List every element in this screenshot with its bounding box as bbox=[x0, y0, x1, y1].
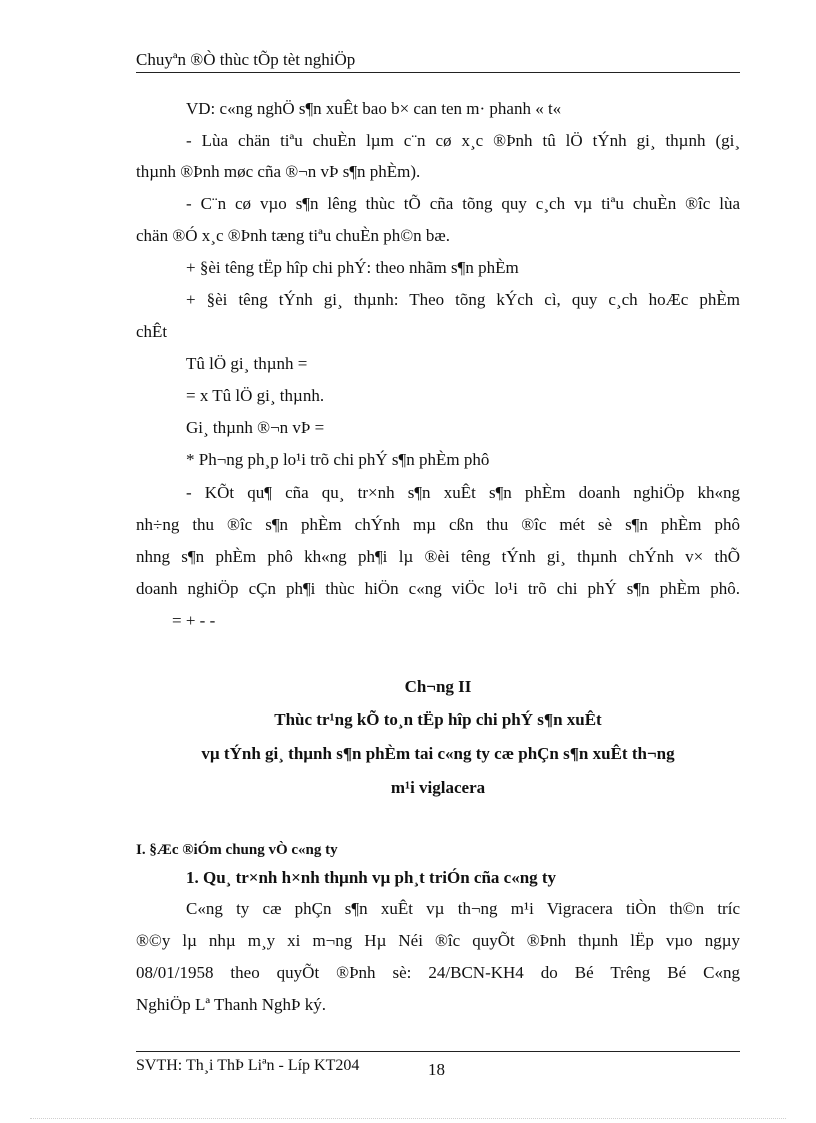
body-line: ®©y lµ nhµ m¸y xi m¬ng Hµ Néi ®îc quyÕt ®Þnh thµnh lËp vµo ngµy bbox=[136, 931, 740, 950]
body-line: doanh nghiÖp cÇn ph¶i thùc hiÖn c«ng viÖc lo¹i trõ chi phÝ s¶n phÈm phô. bbox=[136, 579, 740, 598]
body-line: - C¨n cø vµo s¶n lêng thùc tÕ cña tõng quy c¸ch vµ tiªu chuÈn ®îc lùa bbox=[186, 194, 740, 213]
body-line: chÊt bbox=[136, 322, 168, 341]
chapter-title: vµ tÝnh gi¸ thµnh s¶n phÈm tai c«ng ty cæ phÇn s¶n xuÊt th¬ng bbox=[201, 744, 675, 763]
subsection-heading: 1. Qu¸ tr×nh h×nh thµnh vµ ph¸t triÓn cña c«ng ty bbox=[186, 868, 557, 887]
formula-line: Tû lÖ gi¸ thµnh = bbox=[186, 354, 308, 373]
chapter-number: Ch¬ng II bbox=[404, 677, 472, 696]
body-line: thµnh ®Þnh møc cña ®¬n vÞ s¶n phÈm). bbox=[136, 162, 421, 181]
body-line: VD: c«ng nghÖ s¶n xuÊt bao b× can ten m· phanh « t« bbox=[186, 99, 562, 118]
body-line: nhng s¶n phÈm phô kh«ng ph¶i lµ ®èi têng tÝnh gi¸ thµnh chÝnh v× thÕ bbox=[136, 547, 740, 566]
body-line: nh÷ng thu ®îc s¶n phÈm chÝnh mµ cßn thu ®îc mét sè s¶n phÈm phô bbox=[136, 515, 740, 534]
chapter-title: Thùc tr¹ng kÕ to¸n tËp hîp chi phÝ s¶n xuÊt bbox=[274, 710, 602, 729]
body-line: * Ph¬ng ph¸p lo¹i trõ chi phÝ s¶n phÈm phô bbox=[186, 450, 490, 469]
body-line: C«ng ty cæ phÇn s¶n xuÊt vµ th¬ng m¹i Vigracera tiÒn th©n tríc bbox=[186, 899, 740, 918]
formula-line: = + - - bbox=[172, 611, 216, 630]
page-number: 18 bbox=[428, 1060, 445, 1079]
body-line: - KÕt qu¶ cña qu¸ tr×nh s¶n xuÊt s¶n phÈm doanh nghiÖp kh«ng bbox=[186, 483, 740, 502]
section-heading: I. §Æc ®iÓm chung vÒ c«ng ty bbox=[136, 842, 338, 858]
running-header: Chuyªn ®Ò thùc tÕp tèt nghiÖp bbox=[136, 50, 356, 69]
body-line: 08/01/1958 theo quyÕt ®Þnh sè: 24/BCN-KH4 do Bé Trêng Bé C«ng bbox=[136, 963, 740, 982]
body-line: NghiÖp Lª Thanh NghÞ ký. bbox=[136, 995, 326, 1014]
page-bottom-border bbox=[30, 1118, 786, 1119]
body-line: - Lùa chän tiªu chuÈn lµm c¨n cø x¸c ®Þnh tû lÖ tÝnh gi¸ thµnh (gi¸ bbox=[186, 131, 740, 150]
footer-rule bbox=[136, 1051, 740, 1052]
header-rule bbox=[136, 72, 740, 73]
footer-author: SVTH: Th¸i ThÞ Liªn - Líp KT204 bbox=[136, 1057, 360, 1074]
body-line: + §èi têng tËp hîp chi phÝ: theo nhãm s¶n phÈm bbox=[186, 258, 519, 277]
chapter-title: m¹i viglacera bbox=[390, 778, 486, 797]
formula-line: Gi¸ thµnh ®¬n vÞ = bbox=[186, 418, 325, 437]
body-line: + §èi têng tÝnh gi¸ thµnh: Theo tõng kÝch cì, quy c¸ch hoÆc phÈm bbox=[186, 290, 740, 309]
formula-line: = x Tû lÖ gi¸ thµnh. bbox=[186, 386, 325, 405]
body-line: chän ®Ó x¸c ®Þnh tæng tiªu chuÈn ph©n bæ. bbox=[136, 226, 450, 245]
